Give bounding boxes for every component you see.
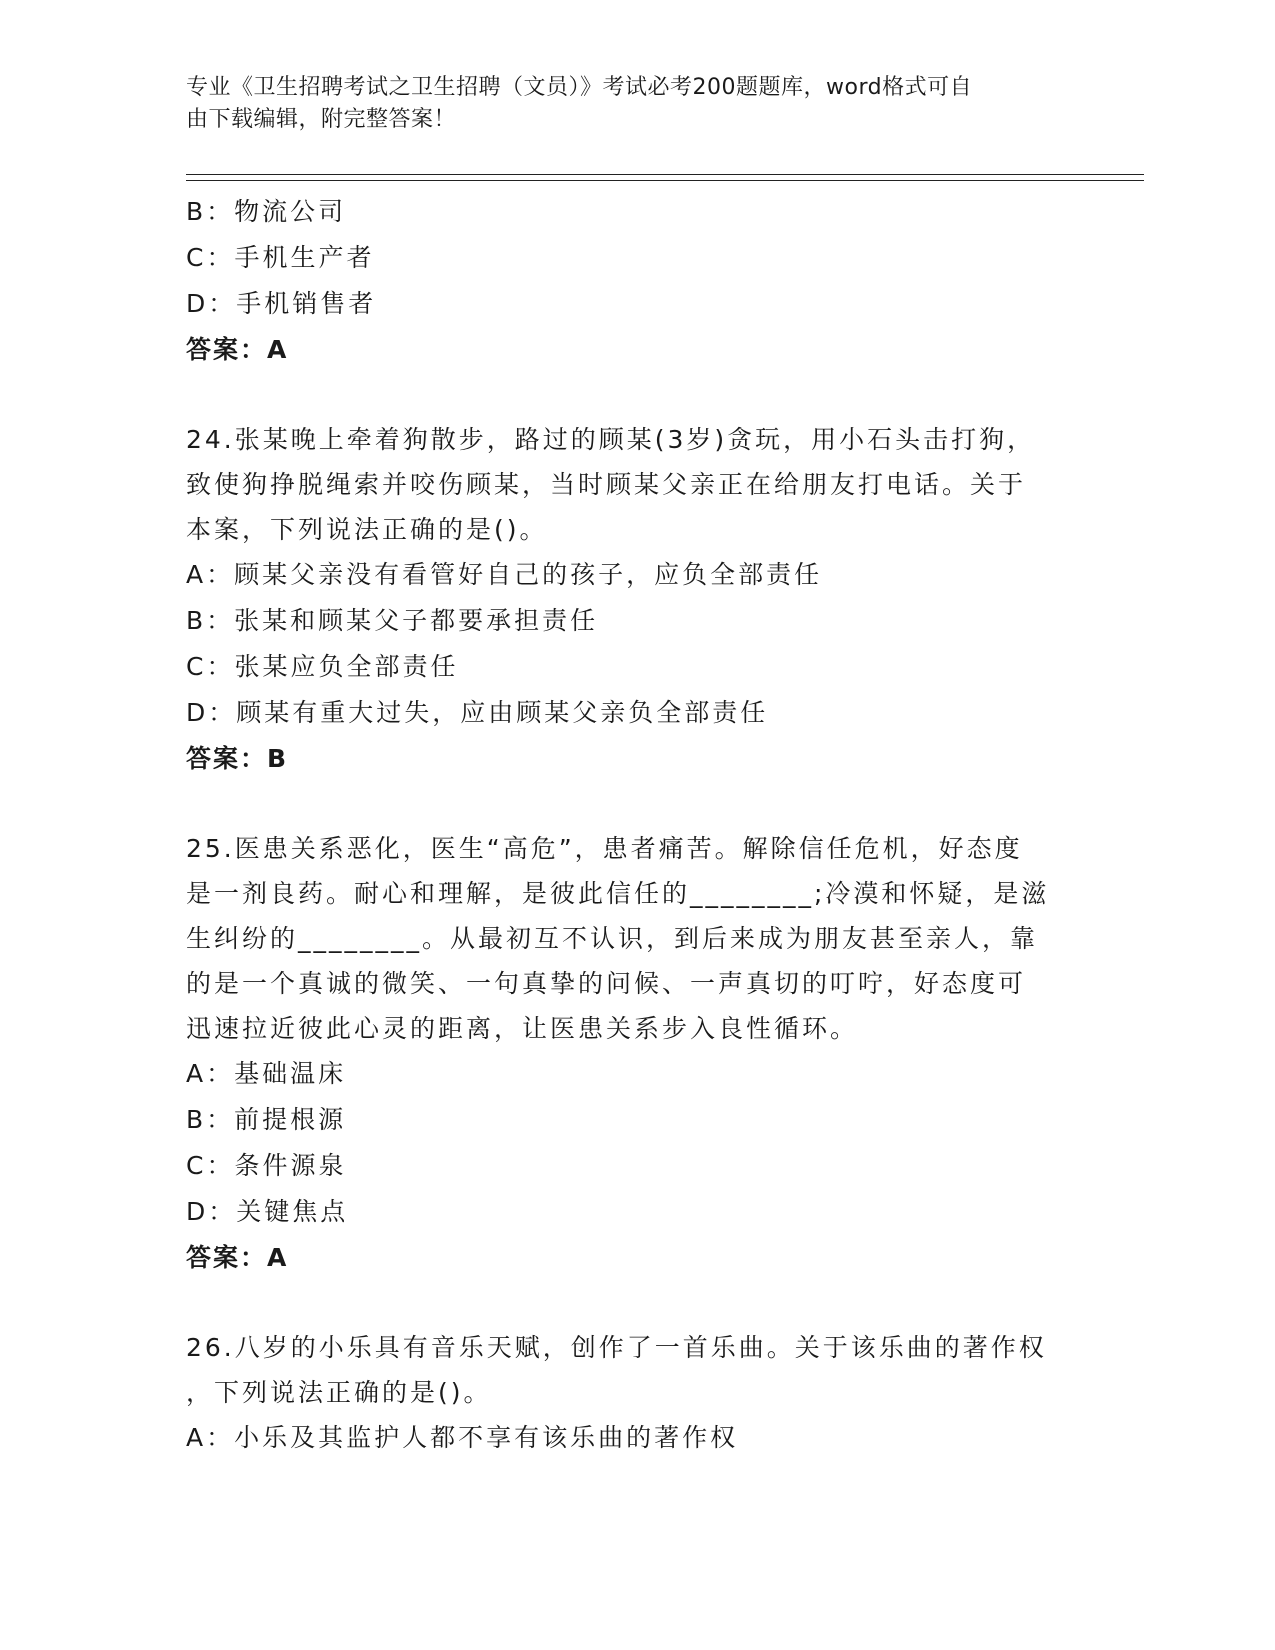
question-stem-line: 生纠纷的________。从最初互不认识，到后来成为朋友甚至亲人，靠 [186, 924, 1039, 953]
option-d: D：关键焦点 [186, 1197, 349, 1226]
header-divider-top [186, 174, 1144, 175]
answer: 答案：A [186, 1243, 289, 1272]
question-stem-line: 26.八岁的小乐具有音乐天赋，创作了一首乐曲。关于该乐曲的著作权 [186, 1333, 1047, 1362]
question-stem-line: 迅速拉近彼此心灵的距离，让医患关系步入良性循环。 [186, 1014, 859, 1043]
spacer [186, 782, 1066, 826]
option-a: A：基础温床 [186, 1059, 347, 1088]
document-header [186, 72, 1066, 136]
option-c: C：手机生产者 [186, 243, 375, 272]
question-25 [186, 826, 1066, 1281]
option-d: D：顾某有重大过失，应由顾某父亲负全部责任 [186, 698, 769, 727]
question-stem-line: 是一剂良药。耐心和理解，是彼此信任的________;冷漠和怀疑，是滋 [186, 879, 1050, 908]
option-a: A：顾某父亲没有看管好自己的孩子，应负全部责任 [186, 560, 823, 589]
spacer [186, 1281, 1066, 1325]
question-stem-line: ，下列说法正确的是()。 [186, 1378, 492, 1407]
option-b: B：张某和顾某父子都要承担责任 [186, 606, 599, 635]
answer: 答案：B [186, 744, 289, 773]
spacer [186, 373, 1066, 417]
question-stem-line: 本案，下列说法正确的是()。 [186, 515, 548, 544]
document-body [186, 189, 1066, 1461]
question-stem-line: 的是一个真诚的微笑、一句真挚的问候、一声真切的叮咛，好态度可 [186, 969, 1027, 998]
answer: 答案：A [186, 335, 289, 364]
option-b: B：前提根源 [186, 1105, 347, 1134]
question-23 [186, 189, 1066, 373]
option-c: C：张某应负全部责任 [186, 652, 459, 681]
question-stem-line: 25.医患关系恶化，医生“高危”，患者痛苦。解除信任危机，好态度 [186, 834, 1023, 863]
option-b: B：物流公司 [186, 197, 347, 226]
option-a: A：小乐及其监护人都不享有该乐曲的著作权 [186, 1423, 739, 1452]
question-24 [186, 417, 1066, 782]
option-d: D：手机销售者 [186, 289, 377, 318]
header-divider-bottom [186, 180, 1144, 181]
question-stem-line: 24.张某晚上牵着狗散步，路过的顾某(3岁)贪玩，用小石头击打狗， [186, 425, 1036, 454]
question-26 [186, 1325, 1066, 1461]
header-line-1: 专业《卫生招聘考试之卫生招聘（文员）》考试必考200题题库，word格式可自 [186, 75, 973, 100]
option-c: C：条件源泉 [186, 1151, 347, 1180]
question-stem-line: 致使狗挣脱绳索并咬伤顾某，当时顾某父亲正在给朋友打电话。关于 [186, 470, 1027, 499]
header-line-2: 由下载编辑，附完整答案！ [186, 107, 457, 132]
